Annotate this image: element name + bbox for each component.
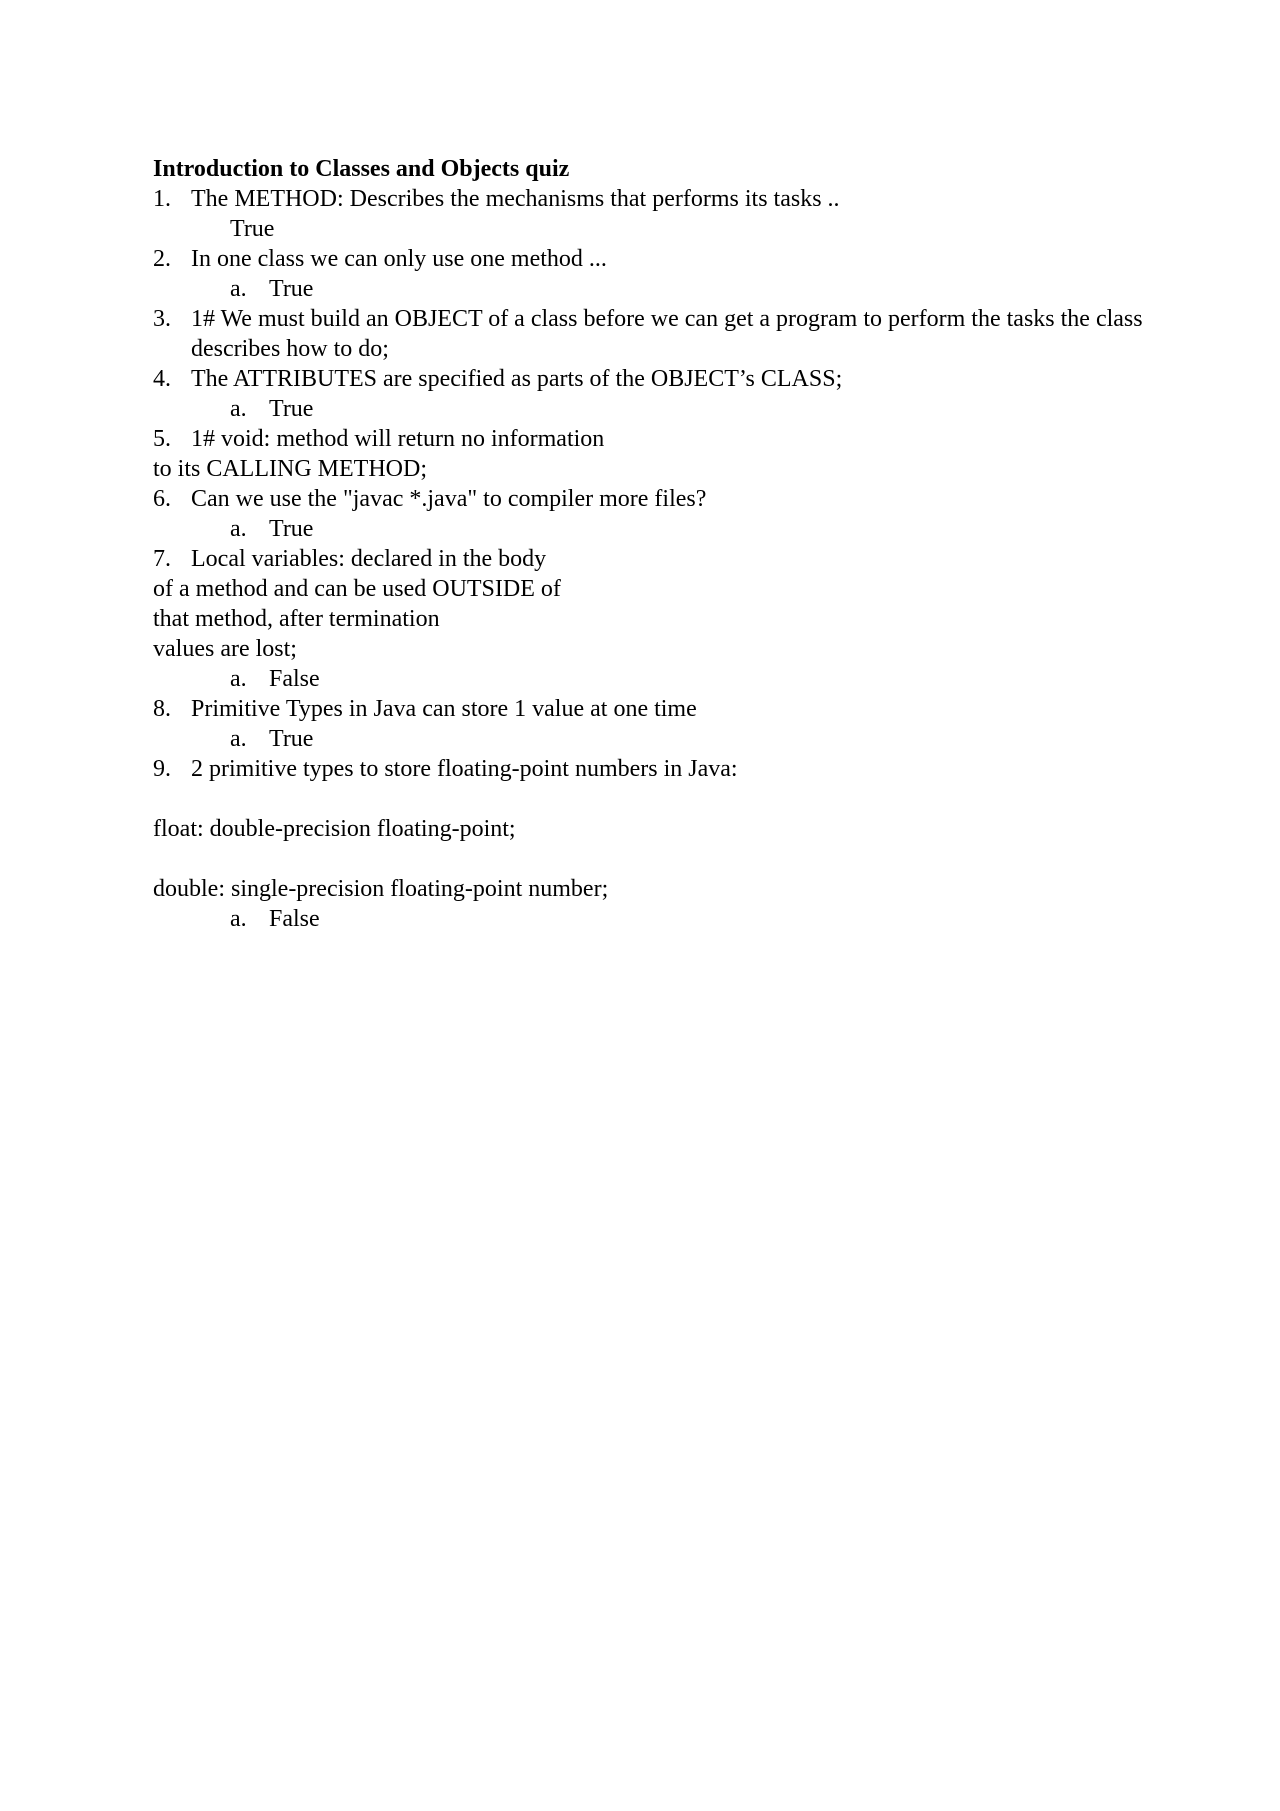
question-9 bbox=[153, 754, 1143, 784]
question-9-continuation-line: double: single-precision floating-point number; bbox=[153, 876, 609, 902]
question-4-text: The ATTRIBUTES are specified as parts of the OBJECT’s CLASS; bbox=[191, 366, 843, 392]
quiz-title: Introduction to Classes and Objects quiz bbox=[153, 156, 570, 182]
question-8-answer-item bbox=[153, 724, 1143, 754]
question-1-text: The METHOD: Describes the mechanisms that performs its tasks .. bbox=[191, 186, 840, 212]
question-7-answer-letter: a. bbox=[230, 666, 247, 692]
question-9-text: 2 primitive types to store floating-point numbers in Java: bbox=[191, 756, 738, 782]
question-5-number: 5. bbox=[153, 426, 171, 452]
question-7-text: Local variables: declared in the body bbox=[191, 546, 547, 572]
question-7-continuation-line: values are lost; bbox=[153, 636, 297, 662]
question-1-answer: True bbox=[230, 216, 275, 242]
question-9-answer-letter: a. bbox=[230, 906, 247, 932]
question-2-number: 2. bbox=[153, 246, 171, 272]
question-7 bbox=[153, 544, 1143, 574]
question-7-answer: False bbox=[269, 666, 320, 692]
question-6-text: Can we use the "javac *.java" to compiler more files? bbox=[191, 486, 707, 512]
question-6-answer-letter: a. bbox=[230, 516, 247, 542]
question-4 bbox=[153, 364, 1143, 394]
question-2-text: In one class we can only use one method ... bbox=[191, 246, 607, 272]
question-9-answer-item bbox=[153, 904, 1143, 934]
question-2 bbox=[153, 244, 1143, 274]
question-4-answer-item bbox=[153, 394, 1143, 424]
question-5-continuation: to its CALLING METHOD; bbox=[153, 456, 427, 482]
question-9-answer: False bbox=[269, 906, 320, 932]
question-3-text: 1# We must build an OBJECT of a class before we can get a program to perform the tasks the class describes how to do; bbox=[191, 306, 1143, 362]
question-8-number: 8. bbox=[153, 696, 171, 722]
question-7-answer-item bbox=[153, 664, 1143, 694]
question-6-number: 6. bbox=[153, 486, 171, 512]
quiz-content bbox=[153, 154, 1143, 934]
question-9-continuation-line: float: double-precision floating-point; bbox=[153, 816, 516, 842]
question-1 bbox=[153, 184, 1143, 214]
question-7-continuation-line: of a method and can be used OUTSIDE of bbox=[153, 576, 561, 602]
question-3-number: 3. bbox=[153, 306, 171, 332]
question-6-answer: True bbox=[269, 516, 314, 542]
question-5-text: 1# void: method will return no information bbox=[191, 426, 605, 452]
question-3 bbox=[153, 304, 1143, 364]
question-1-number: 1. bbox=[153, 186, 171, 212]
question-5 bbox=[153, 424, 1143, 454]
question-2-answer-item bbox=[153, 274, 1143, 304]
question-7-number: 7. bbox=[153, 546, 171, 572]
question-4-number: 4. bbox=[153, 366, 171, 392]
question-2-answer: True bbox=[269, 276, 314, 302]
question-8-answer: True bbox=[269, 726, 314, 752]
question-8 bbox=[153, 694, 1143, 724]
question-9-number: 9. bbox=[153, 756, 171, 782]
question-4-answer: True bbox=[269, 396, 314, 422]
question-7-continuation-line: that method, after termination bbox=[153, 606, 440, 632]
question-8-answer-letter: a. bbox=[230, 726, 247, 752]
question-8-text: Primitive Types in Java can store 1 value at one time bbox=[191, 696, 697, 722]
question-6 bbox=[153, 484, 1143, 514]
question-4-answer-letter: a. bbox=[230, 396, 247, 422]
question-2-answer-letter: a. bbox=[230, 276, 247, 302]
blank-line bbox=[153, 844, 1143, 874]
question-6-answer-item bbox=[153, 514, 1143, 544]
blank-line bbox=[153, 784, 1143, 814]
